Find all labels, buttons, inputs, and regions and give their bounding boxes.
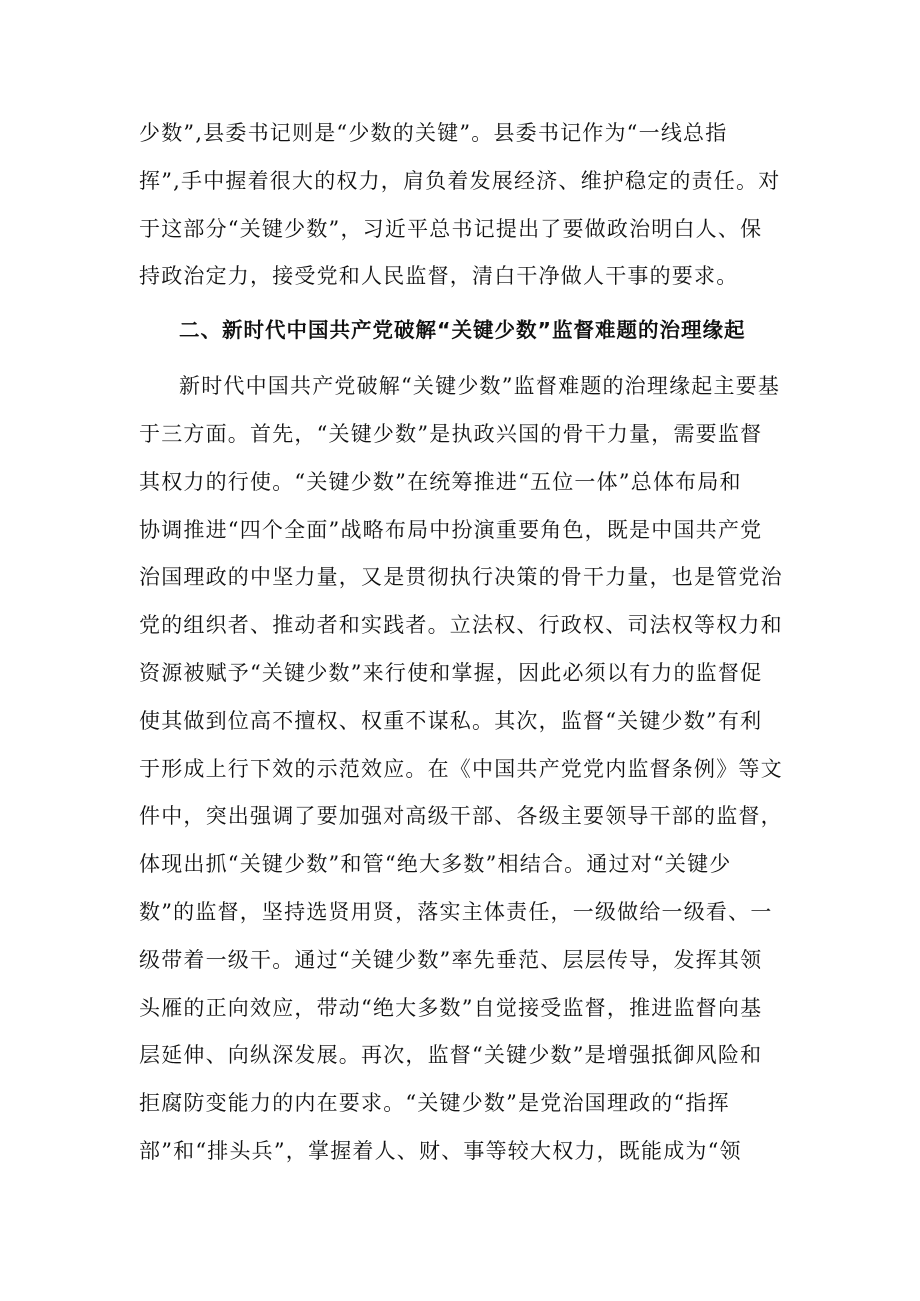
- text-line: 层延伸、向纵深发展。再次，监督“关键少数”是增强抵御风险和: [139, 1043, 763, 1068]
- text-line: 治国理政的中坚力量，又是贯彻执行决策的骨干力量，也是管党治: [139, 565, 783, 590]
- text-line: 协调推进“四个全面”战略布局中扮演重要角色，既是中国共产党: [139, 517, 763, 542]
- text-line: 持政治定力，接受党和人民监督，清白干净做人干事的要求。: [139, 264, 739, 289]
- text-line: 其权力的行使。“关键少数”在统筹推进“五位一体”总体布局和: [139, 469, 742, 494]
- text-line: 拒腐防变能力的内在要求。“关键少数”是党治国理政的“指挥: [139, 1091, 730, 1116]
- section-heading: 二、新时代中国共产党破解“关键少数”监督难题的治理缘起: [179, 318, 746, 343]
- text-line: 头雁的正向效应，带动“绝大多数”自觉接受监督，推进监督向基: [139, 995, 763, 1020]
- text-line: 于形成上行下效的示范效应。在《中国共产党党内监督条例》等文: [139, 756, 783, 781]
- text-line: 数”的监督，坚持选贤用贤，落实主体责任，一级做给一级看、一: [139, 899, 773, 924]
- text-line: 部”和“排头兵”，掌握着人、财、事等较大权力，既能成为“领: [139, 1138, 742, 1163]
- text-line: 件中，突出强调了要加强对高级干部、各级主要领导干部的监督，: [139, 804, 783, 829]
- text-line: 体现出抓“关键少数”和管“绝大多数”相结合。通过对“关键少: [139, 852, 732, 877]
- text-line: 党的组织者、推动者和实践者。立法权、行政权、司法权等权力和: [139, 613, 783, 638]
- document-body: [139, 110, 783, 1176]
- text-line: 级带着一级干。通过“关键少数”率先垂范、层层传导，发挥其领: [139, 947, 763, 972]
- text-line: 使其做到位高不擅权、权重不谋私。其次，监督“关键少数”有利: [139, 708, 763, 733]
- text-line: 于这部分“关键少数”，习近平总书记提出了要做政治明白人、保: [139, 216, 763, 241]
- text-line: 资源被赋予“关键少数”来行使和掌握，因此必须以有力的监督促: [139, 660, 763, 685]
- text-line: 挥”,手中握着很大的权力，肩负着发展经济、维护稳定的责任。对: [139, 168, 781, 193]
- text-line: 少数”,县委书记则是“少数的关键”。县委书记作为“一线总指: [139, 121, 728, 145]
- text-line: 于三方面。首先，“关键少数”是执政兴国的骨干力量，需要监督: [139, 421, 763, 446]
- text-line: 新时代中国共产党破解“关键少数”监督难题的治理缘起主要基: [179, 374, 781, 399]
